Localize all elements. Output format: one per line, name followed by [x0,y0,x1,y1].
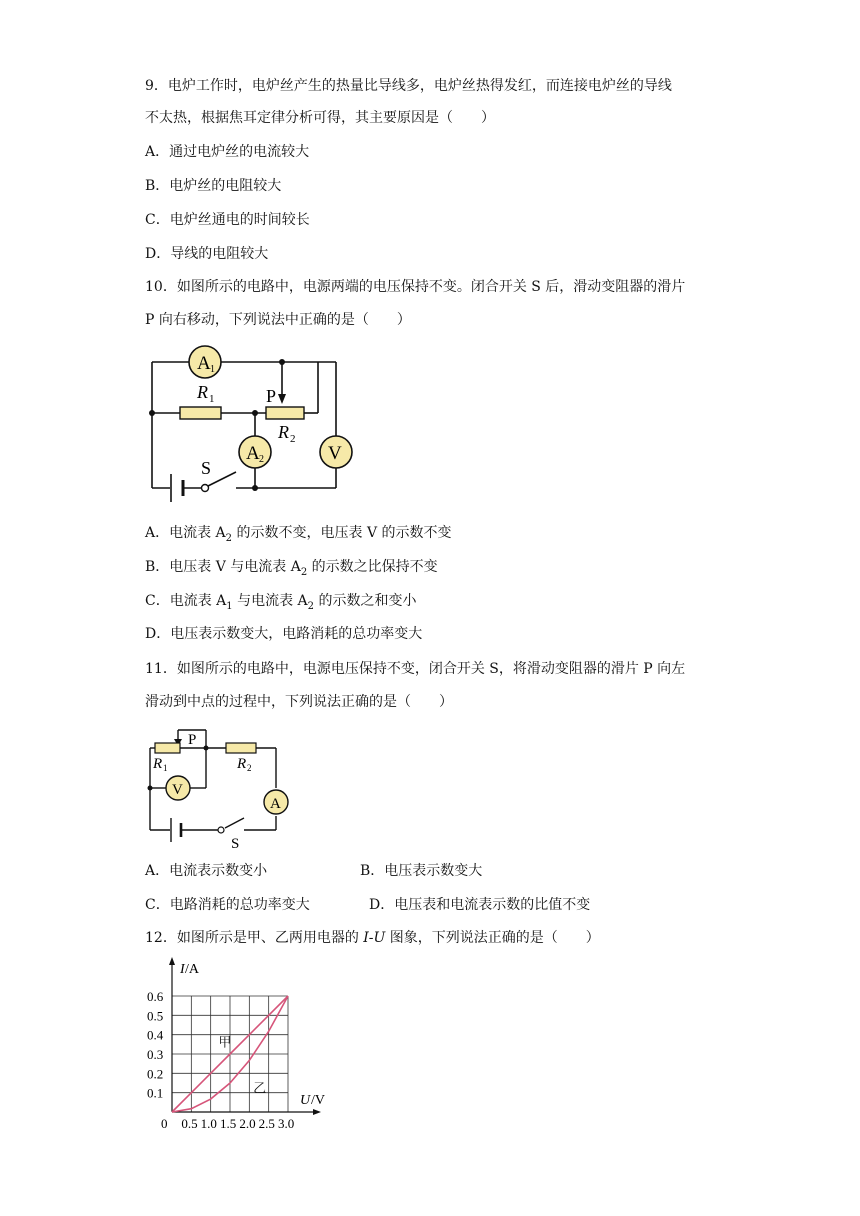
ammeter-a-label: A [270,796,281,812]
x-tick-label: 1.0 [200,1116,217,1131]
q9-option-a: A．通过电炉丝的电流较大 [145,144,310,160]
ammeter-a1-sub: 1 [210,364,215,375]
y-tick-label: 0.2 [147,1066,164,1082]
x-tick-label: 1.5 [220,1116,237,1131]
r1-sub: 1 [163,763,168,773]
q10-option-b: B．电压表 V 与电流表 $A_2$ 的示数之比保持不变 [145,559,438,578]
voltmeter-v-label: V [172,782,183,798]
r2-label: R [237,756,247,772]
q11-option-d: D．电压表和电流表示数的比值不变 [369,897,591,913]
series-label-yi: 乙 [253,1080,267,1096]
r2-sub: 2 [290,433,296,445]
x-tick-label: 3.0 [278,1116,295,1131]
ammeter-a2-label: A [246,443,260,464]
q11-stem-line2: 滑动到中点的过程中，下列说法正确的是（ ） [145,694,453,710]
q9-option-d: D．导线的电阻较大 [145,246,269,262]
q10-option-c: C．电流表 $A_1$ 与电流表 $A_2$ 的示数之和变小 [145,593,417,612]
r1-label: R [153,756,163,772]
q10-stem-line1: 10．如图所示的电路中，电源两端的电压保持不变。闭合开关 S 后，滑动变阻器的滑片 [145,279,686,295]
x-tick-label: 2.0 [239,1116,256,1131]
q11-stem-line1: 11．如图所示的电路中，电源电压保持不变，闭合开关 S，将滑动变阻器的滑片 P 向左 [145,661,686,677]
series-label-jia: 甲 [218,1034,232,1050]
y-tick-label: 0.4 [147,1027,164,1043]
resistor-r2 [226,743,256,753]
x-axis-var: U [300,1093,311,1108]
q10-option-d: D．电压表示数变大，电路消耗的总功率变大 [145,626,423,642]
q9-option-b: B．电炉丝的电阻较大 [145,178,282,194]
y-tick-label: 0.1 [147,1085,164,1101]
x-axis-unit: /V [311,1093,325,1108]
q10-option-a: A．电流表 $A_2$ 的示数不变，电压表 V 的示数不变 [145,525,452,544]
q9-stem-line1: 9．电炉工作时，电炉丝产生的热量比导线多，电炉丝热得发红，而连接电炉丝的导线 [145,78,672,94]
q11-circuit-diagram [140,722,300,852]
q10-circuit-diagram [140,340,360,505]
voltmeter-v-label: V [328,443,342,464]
iu-chart [140,955,340,1135]
r2-sub: 2 [247,763,252,773]
r1-label: R [197,382,208,402]
rheostat-r2 [266,407,304,419]
x-tick-label: 2.5 [258,1116,275,1131]
q12-stem: 12．如图所示是甲、乙两用电器的 I-U 图象，下列说法正确的是（ ） [145,930,600,946]
switch-s-label: S [201,458,212,478]
y-axis-unit: /A [185,962,199,977]
q9-option-c: C．电炉丝通电的时间较长 [145,212,310,228]
r2-label: R [278,422,289,442]
x-tick-label: 0.5 [181,1116,198,1131]
p-label: P [188,732,197,748]
q11-option-c: C．电路消耗的总功率变大 [145,897,310,913]
resistor-r1 [180,407,221,419]
q11-option-b: B．电压表示数变大 [360,863,483,879]
ammeter-a2-sub: 2 [259,454,264,465]
p-label: P [266,386,277,406]
rheostat-r1 [155,743,180,753]
q11-option-a: A．电流表示数变小 [145,863,268,879]
y-tick-label: 0.3 [147,1047,164,1062]
q9-stem-line2: 不太热，根据焦耳定律分析可得，其主要原因是（ ） [145,110,495,126]
ammeter-a1-label: A [197,353,211,374]
y-axis-var: I [180,962,185,977]
switch-s-label: S [231,836,240,852]
r1-sub: 1 [209,393,215,405]
y-tick-label: 0.6 [147,989,164,1004]
origin-label: 0 [161,1116,168,1131]
q10-stem-line2: P 向右移动，下列说法中正确的是（ ） [145,312,411,328]
y-tick-label: 0.5 [147,1008,164,1024]
